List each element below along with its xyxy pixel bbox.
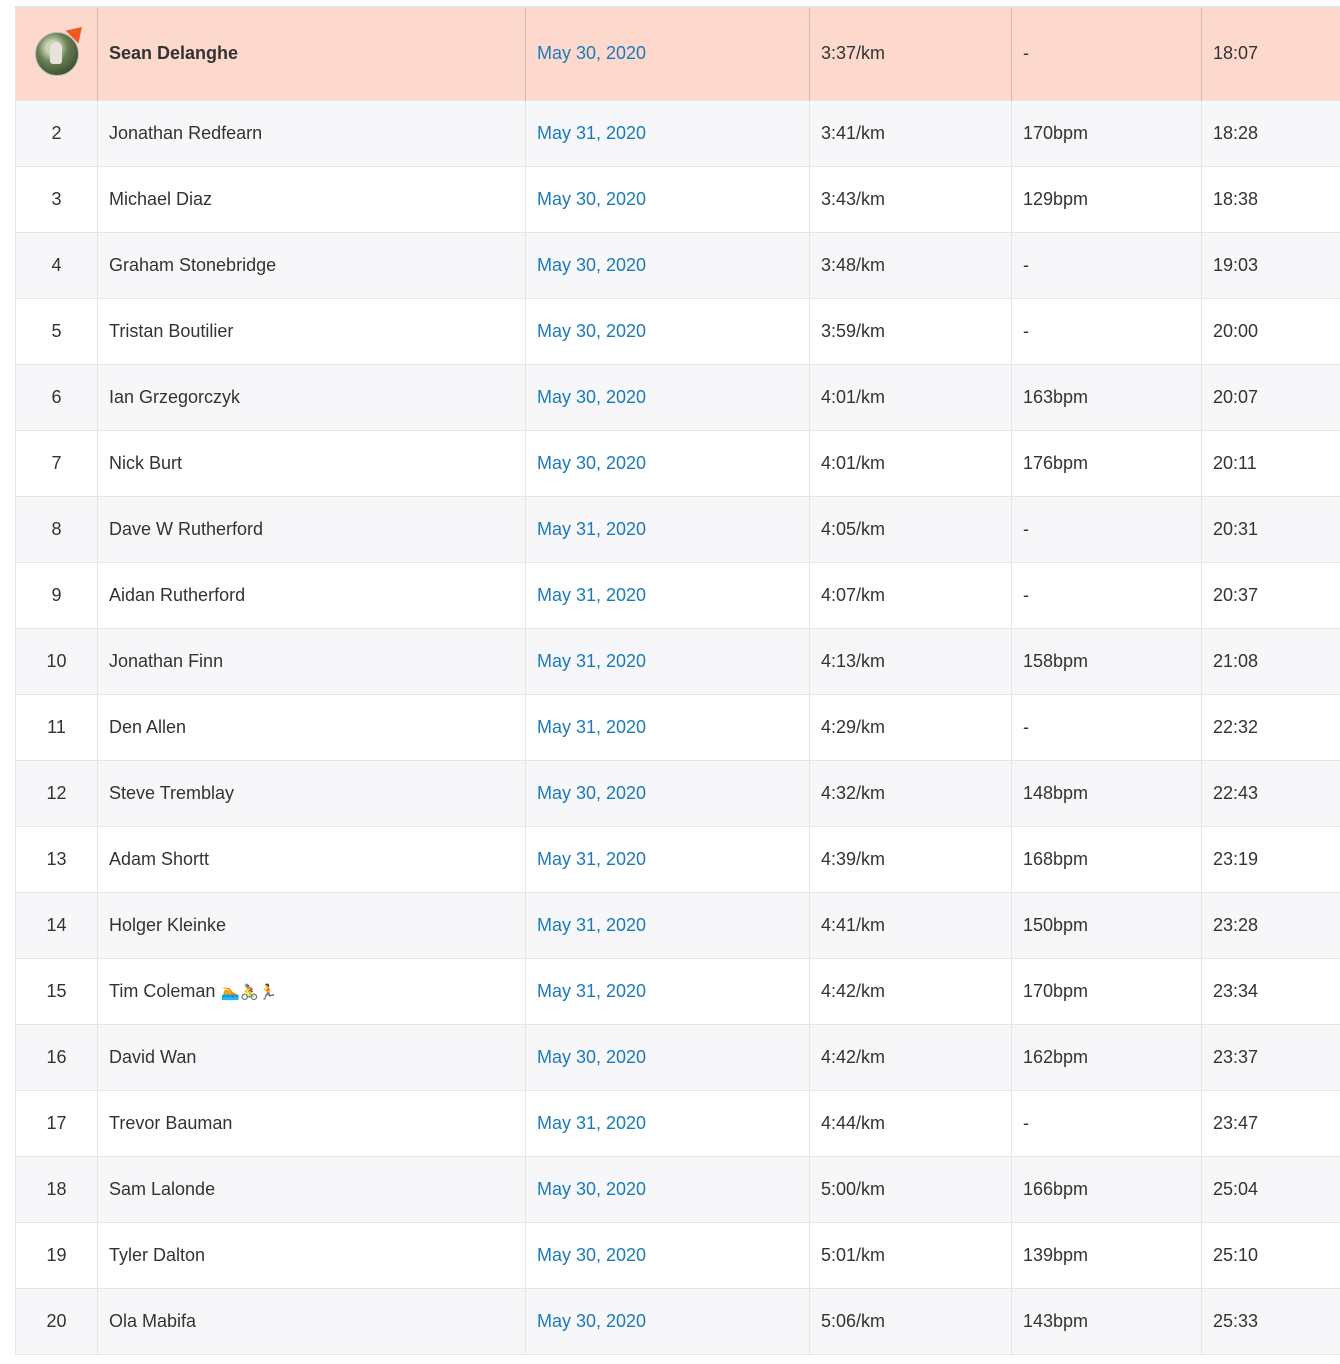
heart-rate-cell-text: - [1023, 1112, 1029, 1133]
pace-cell-text: 3:41/km [821, 122, 886, 143]
heart-rate-cell [1012, 892, 1202, 958]
athlete-name-text[interactable]: Ola Mabifa [109, 1310, 197, 1331]
athlete-name[interactable] [98, 694, 526, 760]
heart-rate-cell [1012, 430, 1202, 496]
rank-cell-text: 13 [46, 848, 67, 869]
leaderboard-body [16, 7, 1340, 1354]
activity-date-link-text[interactable]: May 31, 2020 [537, 1112, 647, 1133]
athlete-name-text[interactable]: Sam Lalonde [109, 1178, 216, 1199]
table-row[interactable] [16, 760, 1340, 826]
athlete-name-text[interactable]: Ian Grzegorczyk [109, 386, 241, 407]
table-row[interactable] [16, 1222, 1340, 1288]
rank-cell-text: 19 [46, 1244, 67, 1265]
rank-cell [16, 628, 98, 694]
rank-cell [16, 694, 98, 760]
table-row[interactable] [16, 232, 1340, 298]
activity-date-link-text[interactable]: May 30, 2020 [537, 1244, 647, 1265]
activity-date-link-text[interactable]: May 31, 2020 [537, 122, 647, 143]
pace-cell-text: 4:01/km [821, 452, 886, 473]
activity-date-link[interactable] [526, 232, 810, 298]
time-cell [1202, 496, 1340, 562]
time-cell-text: 22:43 [1213, 782, 1259, 803]
activity-date-link[interactable] [526, 892, 810, 958]
pace-cell [810, 1222, 1012, 1288]
table-row[interactable] [16, 1090, 1340, 1156]
rank-cell [16, 364, 98, 430]
time-cell [1202, 1222, 1340, 1288]
activity-date-link[interactable] [526, 562, 810, 628]
pace-cell [810, 1024, 1012, 1090]
rank-cell-text: 7 [51, 452, 62, 473]
athlete-name[interactable]: Sean Delanghe [98, 7, 526, 100]
activity-date-link-text[interactable]: May 30, 2020 [537, 386, 647, 407]
pace-cell [810, 298, 1012, 364]
heart-rate-cell-text: 158bpm [1023, 650, 1089, 671]
pace-cell-text: 3:59/km [821, 320, 886, 341]
sport-emoji-icon: 🏊🚴🏃 [221, 982, 278, 1001]
time-cell-text: 23:34 [1213, 980, 1259, 1001]
table-row[interactable] [16, 892, 1340, 958]
athlete-name[interactable] [98, 760, 526, 826]
rank-cell [16, 232, 98, 298]
athlete-name-text[interactable]: Tyler Dalton [109, 1244, 206, 1265]
activity-date-link[interactable]: May 30, 2020 [526, 7, 810, 100]
time-cell [1202, 562, 1340, 628]
athlete-name[interactable] [98, 1222, 526, 1288]
time-cell-text: 23:47 [1213, 1112, 1259, 1133]
time-cell-text: 20:31 [1213, 518, 1259, 539]
athlete-name-text[interactable]: Adam Shortt [109, 848, 210, 869]
athlete-name[interactable] [98, 1156, 526, 1222]
activity-date-link-text[interactable]: May 30, 2020 [537, 320, 647, 341]
heart-rate-cell-text: 162bpm [1023, 1046, 1089, 1067]
pace-cell [810, 958, 1012, 1024]
activity-date-link-text[interactable]: May 30, 2020 [537, 782, 647, 803]
heart-rate-cell-text: 170bpm [1023, 980, 1089, 1001]
heart-rate-cell-text: 129bpm [1023, 188, 1089, 209]
activity-date-link-text[interactable]: May 30, 2020 [537, 452, 647, 473]
athlete-name[interactable] [98, 826, 526, 892]
heart-rate-cell-text: 143bpm [1023, 1310, 1089, 1331]
activity-date-link[interactable] [526, 298, 810, 364]
heart-rate-cell-text: - [1023, 518, 1029, 539]
activity-date-link-text[interactable]: May 30, 2020 [537, 188, 647, 209]
heart-rate-cell [1012, 760, 1202, 826]
time-cell-text: 25:33 [1213, 1310, 1259, 1331]
time-cell [1202, 760, 1340, 826]
rank-cell [16, 7, 98, 100]
pace-cell-text: 4:44/km [821, 1112, 886, 1133]
table-row[interactable] [16, 1024, 1340, 1090]
time-cell [1202, 826, 1340, 892]
time-cell [1202, 100, 1340, 166]
table-row[interactable] [16, 628, 1340, 694]
activity-date-link-text[interactable]: May 31, 2020 [537, 980, 647, 1001]
heart-rate-cell-text: - [1023, 584, 1029, 605]
rank-cell [16, 1222, 98, 1288]
table-row[interactable] [16, 1156, 1340, 1222]
rank-cell [16, 1090, 98, 1156]
athlete-name-text[interactable]: Den Allen [109, 716, 187, 737]
rank-cell [16, 496, 98, 562]
pace-cell [810, 100, 1012, 166]
athlete-name[interactable] [98, 1024, 526, 1090]
time-cell-text: 18:38 [1213, 188, 1259, 209]
pace-cell [810, 628, 1012, 694]
athlete-name-text[interactable]: David Wan [109, 1046, 197, 1067]
time-cell: 18:07 [1202, 7, 1340, 100]
time-cell [1202, 1090, 1340, 1156]
heart-rate-cell [1012, 1222, 1202, 1288]
activity-date-link-text[interactable]: May 30, 2020 [537, 1310, 647, 1331]
heart-rate-cell [1012, 628, 1202, 694]
athlete-name[interactable] [98, 364, 526, 430]
pace-cell [810, 694, 1012, 760]
heart-rate-cell-text: 150bpm [1023, 914, 1089, 935]
pace-cell-text: 3:48/km [821, 254, 886, 275]
pace-cell [810, 430, 1012, 496]
activity-date-link[interactable] [526, 496, 810, 562]
athlete-name-text[interactable]: Nick Burt [109, 452, 183, 473]
activity-date-link-text[interactable]: May 31, 2020 [537, 518, 647, 539]
time-cell [1202, 628, 1340, 694]
heart-rate-cell [1012, 1090, 1202, 1156]
time-cell-text: 23:37 [1213, 1046, 1259, 1067]
pace-cell-text: 5:00/km [821, 1178, 886, 1199]
pace-cell [810, 232, 1012, 298]
pace-cell: 3:37/km [810, 7, 1012, 100]
pace-cell [810, 892, 1012, 958]
time-cell-text: 20:11 [1213, 452, 1257, 473]
time-cell-text: 23:28 [1213, 914, 1259, 935]
pace-cell [810, 496, 1012, 562]
activity-date-link-text[interactable]: May 30, 2020 [537, 1178, 647, 1199]
athlete-name-text[interactable]: Michael Diaz [109, 188, 213, 209]
pace-cell-text: 3:43/km [821, 188, 886, 209]
activity-date-link[interactable] [526, 364, 810, 430]
heart-rate-cell [1012, 694, 1202, 760]
rank-cell-text: 8 [51, 518, 62, 539]
rank-cell-text: 17 [46, 1112, 67, 1133]
rank-cell [16, 1156, 98, 1222]
athlete-name[interactable] [98, 232, 526, 298]
activity-date-link[interactable] [526, 826, 810, 892]
activity-date-link-text[interactable]: May 30, 2020 [537, 254, 647, 275]
heart-rate-cell: - [1012, 7, 1202, 100]
pace-cell [810, 562, 1012, 628]
table-row[interactable] [16, 298, 1340, 364]
time-cell-text: 21:08 [1213, 650, 1259, 671]
activity-date-link[interactable] [526, 430, 810, 496]
time-cell-text: 20:37 [1213, 584, 1259, 605]
athlete-name[interactable] [98, 892, 526, 958]
pace-cell-text: 4:41/km [821, 914, 886, 935]
activity-date-link[interactable] [526, 1288, 810, 1354]
time-cell [1202, 364, 1340, 430]
activity-date-link[interactable] [526, 100, 810, 166]
rank-cell-text: 18 [46, 1178, 67, 1199]
rank-cell [16, 760, 98, 826]
heart-rate-cell [1012, 100, 1202, 166]
time-cell [1202, 430, 1340, 496]
athlete-name[interactable] [98, 166, 526, 232]
activity-date-link-text[interactable]: May 31, 2020 [537, 914, 647, 935]
rank-cell-text: 15 [46, 980, 67, 1001]
table-row[interactable] [16, 364, 1340, 430]
pace-cell [810, 826, 1012, 892]
rank-cell [16, 1288, 98, 1354]
pace-cell-text: 5:06/km [821, 1310, 886, 1331]
heart-rate-cell-text: 139bpm [1023, 1244, 1089, 1265]
time-cell [1202, 694, 1340, 760]
pace-cell-text: 4:05/km [821, 518, 886, 539]
table-row[interactable] [16, 100, 1340, 166]
pace-cell-text: 4:42/km [821, 1046, 886, 1067]
activity-date-link-text[interactable]: May 31, 2020 [537, 584, 647, 605]
rank-cell-text: 9 [51, 584, 62, 605]
heart-rate-cell [1012, 232, 1202, 298]
pace-cell-text: 4:39/km [821, 848, 886, 869]
athlete-name-text[interactable]: Holger Kleinke [109, 914, 227, 935]
rank-cell [16, 826, 98, 892]
athlete-name[interactable] [98, 298, 526, 364]
heart-rate-cell [1012, 298, 1202, 364]
athlete-name-text[interactable]: Jonathan Redfearn [109, 122, 263, 143]
rank-cell [16, 100, 98, 166]
rank-cell-text: 5 [51, 320, 62, 341]
time-cell-text: 22:32 [1213, 716, 1259, 737]
athlete-name[interactable] [98, 496, 526, 562]
heart-rate-cell [1012, 496, 1202, 562]
time-cell [1202, 232, 1340, 298]
table-row[interactable] [16, 694, 1340, 760]
rank-cell-text: 11 [47, 716, 66, 737]
time-cell-text: 19:03 [1213, 254, 1259, 275]
rank-cell-text: 6 [51, 386, 62, 407]
avatar[interactable] [35, 32, 79, 76]
athlete-name[interactable] [98, 1090, 526, 1156]
athlete-name[interactable] [98, 430, 526, 496]
rank-cell [16, 892, 98, 958]
heart-rate-cell [1012, 826, 1202, 892]
rank-cell [16, 1024, 98, 1090]
heart-rate-cell [1012, 1288, 1202, 1354]
activity-date-link[interactable] [526, 1156, 810, 1222]
time-cell [1202, 298, 1340, 364]
rank-cell-text: 14 [46, 914, 67, 935]
rank-cell-text: 20 [46, 1310, 67, 1331]
athlete-name-text[interactable]: Graham Stonebridge [109, 254, 277, 275]
heart-rate-cell-text: 176bpm [1023, 452, 1089, 473]
heart-rate-cell [1012, 364, 1202, 430]
activity-date-link[interactable] [526, 1090, 810, 1156]
time-cell [1202, 166, 1340, 232]
activity-date-link[interactable] [526, 958, 810, 1024]
activity-date-link[interactable] [526, 1222, 810, 1288]
athlete-name-text[interactable]: Aidan Rutherford [109, 584, 246, 605]
activity-date-link-text[interactable]: May 30, 2020 [537, 1046, 647, 1067]
athlete-name-text[interactable]: Tim Coleman [109, 980, 216, 1001]
activity-date-link[interactable] [526, 166, 810, 232]
heart-rate-cell [1012, 1156, 1202, 1222]
crown-badge-icon [65, 20, 88, 43]
pace-cell-text: 4:42/km [821, 980, 886, 1001]
table-row[interactable] [16, 430, 1340, 496]
athlete-name[interactable] [98, 562, 526, 628]
pace-cell [810, 364, 1012, 430]
time-cell [1202, 1024, 1340, 1090]
table-row[interactable] [16, 562, 1340, 628]
athlete-name-text[interactable]: Tristan Boutilier [109, 320, 234, 341]
heart-rate-cell-text: 148bpm [1023, 782, 1089, 803]
time-cell [1202, 892, 1340, 958]
time-cell [1202, 1288, 1340, 1354]
time-cell-text: 20:07 [1213, 386, 1259, 407]
heart-rate-cell-text: 163bpm [1023, 386, 1089, 407]
rank-cell [16, 298, 98, 364]
time-cell-text: 23:19 [1213, 848, 1259, 869]
activity-date-link-text[interactable]: May 31, 2020 [537, 848, 647, 869]
pace-cell-text: 4:32/km [821, 782, 886, 803]
table-row[interactable] [16, 496, 1340, 562]
rank-cell-text: 12 [46, 782, 67, 803]
pace-cell-text: 5:01/km [821, 1244, 886, 1265]
activity-date-link[interactable] [526, 760, 810, 826]
activity-date-link[interactable] [526, 694, 810, 760]
heart-rate-cell-text: - [1023, 716, 1029, 737]
athlete-name[interactable] [98, 628, 526, 694]
heart-rate-cell-text: - [1023, 320, 1029, 341]
time-cell-text: 25:04 [1213, 1178, 1259, 1199]
activity-date-link-text[interactable]: May 31, 2020 [537, 650, 647, 671]
pace-cell [810, 1156, 1012, 1222]
table-row[interactable] [16, 958, 1340, 1024]
rank-cell [16, 430, 98, 496]
table-row[interactable] [16, 826, 1340, 892]
pace-cell [810, 760, 1012, 826]
pace-cell-text: 4:07/km [821, 584, 886, 605]
athlete-name-text[interactable]: Dave W Rutherford [109, 518, 264, 539]
time-cell-text: 18:28 [1213, 122, 1259, 143]
pace-cell-text: 4:01/km [821, 386, 886, 407]
pace-cell-text: 4:29/km [821, 716, 886, 737]
rank-cell-text: 2 [51, 122, 62, 143]
table-row[interactable] [16, 166, 1340, 232]
athlete-name-text[interactable]: Jonathan Finn [109, 650, 224, 671]
heart-rate-cell-text: 170bpm [1023, 122, 1089, 143]
rank-cell-text: 10 [46, 650, 67, 671]
rank-cell [16, 166, 98, 232]
athlete-name[interactable] [98, 958, 526, 1024]
heart-rate-cell [1012, 562, 1202, 628]
heart-rate-cell [1012, 166, 1202, 232]
pace-cell-text: 4:13/km [821, 650, 886, 671]
table-row[interactable] [16, 1288, 1340, 1354]
leaderboard-table [15, 6, 1340, 1355]
rank-cell [16, 958, 98, 1024]
pace-cell [810, 166, 1012, 232]
rank-cell [16, 562, 98, 628]
heart-rate-cell [1012, 958, 1202, 1024]
leader-row[interactable] [16, 7, 1340, 100]
rank-cell-text: 16 [46, 1046, 67, 1067]
athlete-name[interactable] [98, 100, 526, 166]
rank-cell-text: 3 [51, 188, 62, 209]
time-cell-text: 25:10 [1213, 1244, 1259, 1265]
time-cell [1202, 958, 1340, 1024]
rank-cell-text: 4 [51, 254, 62, 275]
pace-cell [810, 1090, 1012, 1156]
heart-rate-cell-text: 166bpm [1023, 1178, 1089, 1199]
activity-date-link-text[interactable]: May 31, 2020 [537, 716, 647, 737]
avatar-photo [50, 42, 62, 64]
time-cell [1202, 1156, 1340, 1222]
activity-date-link[interactable] [526, 1024, 810, 1090]
heart-rate-cell-text: - [1023, 254, 1029, 275]
athlete-name-text[interactable]: Steve Tremblay [109, 782, 235, 803]
heart-rate-cell [1012, 1024, 1202, 1090]
activity-date-link[interactable] [526, 628, 810, 694]
pace-cell [810, 1288, 1012, 1354]
athlete-name[interactable] [98, 1288, 526, 1354]
heart-rate-cell-text: 168bpm [1023, 848, 1089, 869]
time-cell-text: 20:00 [1213, 320, 1259, 341]
athlete-name-text[interactable]: Trevor Bauman [109, 1112, 233, 1133]
